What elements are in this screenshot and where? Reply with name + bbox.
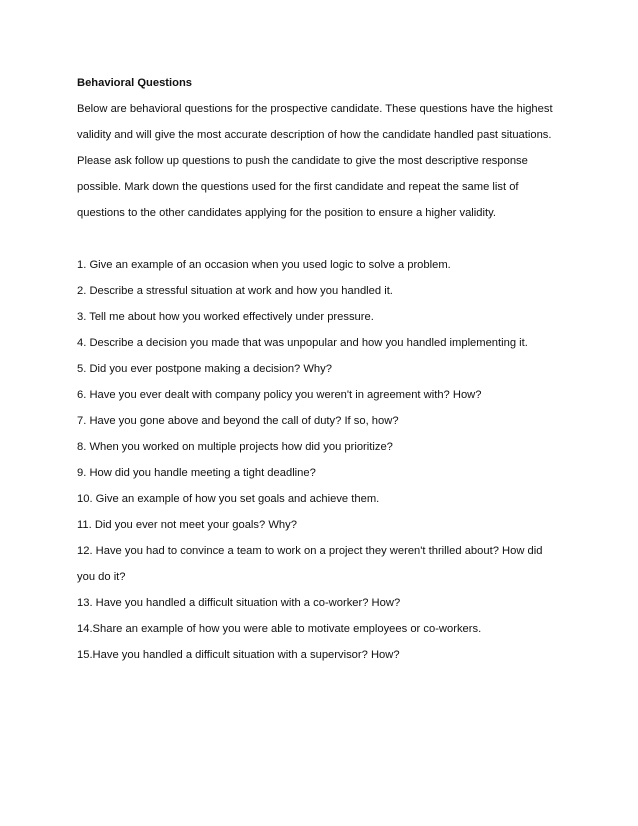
intro-line: Below are behavioral questions for the prospective candidate. These questions have the highest xyxy=(77,103,553,115)
question-item: 11. Did you ever not meet your goals? Why? xyxy=(77,519,297,531)
intro-paragraph xyxy=(77,96,587,226)
question-item: 12. Have you had to convince a team to work on a project they weren't thrilled about? How did xyxy=(77,545,543,557)
question-item: 15.Have you handled a difficult situation with a supervisor? How? xyxy=(77,649,400,661)
document-content xyxy=(77,70,587,668)
question-item: 7. Have you gone above and beyond the call of duty? If so, how? xyxy=(77,415,399,427)
question-item: 14.Share an example of how you were able to motivate employees or co-workers. xyxy=(77,623,482,635)
question-item: 8. When you worked on multiple projects how did you prioritize? xyxy=(77,441,393,453)
question-item-continuation: you do it? xyxy=(77,571,126,583)
intro-line: questions to the other candidates applying for the position to ensure a higher validity. xyxy=(77,207,496,219)
question-item: 5. Did you ever postpone making a decision? Why? xyxy=(77,363,332,375)
page-title: Behavioral Questions xyxy=(77,77,193,89)
question-item: 6. Have you ever dealt with company policy you weren't in agreement with? How? xyxy=(77,389,482,401)
spacer xyxy=(77,226,587,252)
question-item: 13. Have you handled a difficult situation with a co-worker? How? xyxy=(77,597,401,609)
question-item: 3. Tell me about how you worked effectively under pressure. xyxy=(77,311,374,323)
question-item: 4. Describe a decision you made that was unpopular and how you handled implementing it. xyxy=(77,337,528,349)
question-item: 1. Give an example of an occasion when you used logic to solve a problem. xyxy=(77,259,451,271)
question-item: 2. Describe a stressful situation at work and how you handled it. xyxy=(77,285,393,297)
intro-line: validity and will give the most accurate description of how the candidate handled past situations. xyxy=(77,129,552,141)
intro-line: Please ask follow up questions to push the candidate to give the most descriptive response xyxy=(77,155,528,167)
intro-line: possible. Mark down the questions used for the first candidate and repeat the same list of xyxy=(77,181,519,193)
question-item: 10. Give an example of how you set goals and achieve them. xyxy=(77,493,380,505)
question-list xyxy=(77,252,587,668)
question-item: 9. How did you handle meeting a tight deadline? xyxy=(77,467,316,479)
